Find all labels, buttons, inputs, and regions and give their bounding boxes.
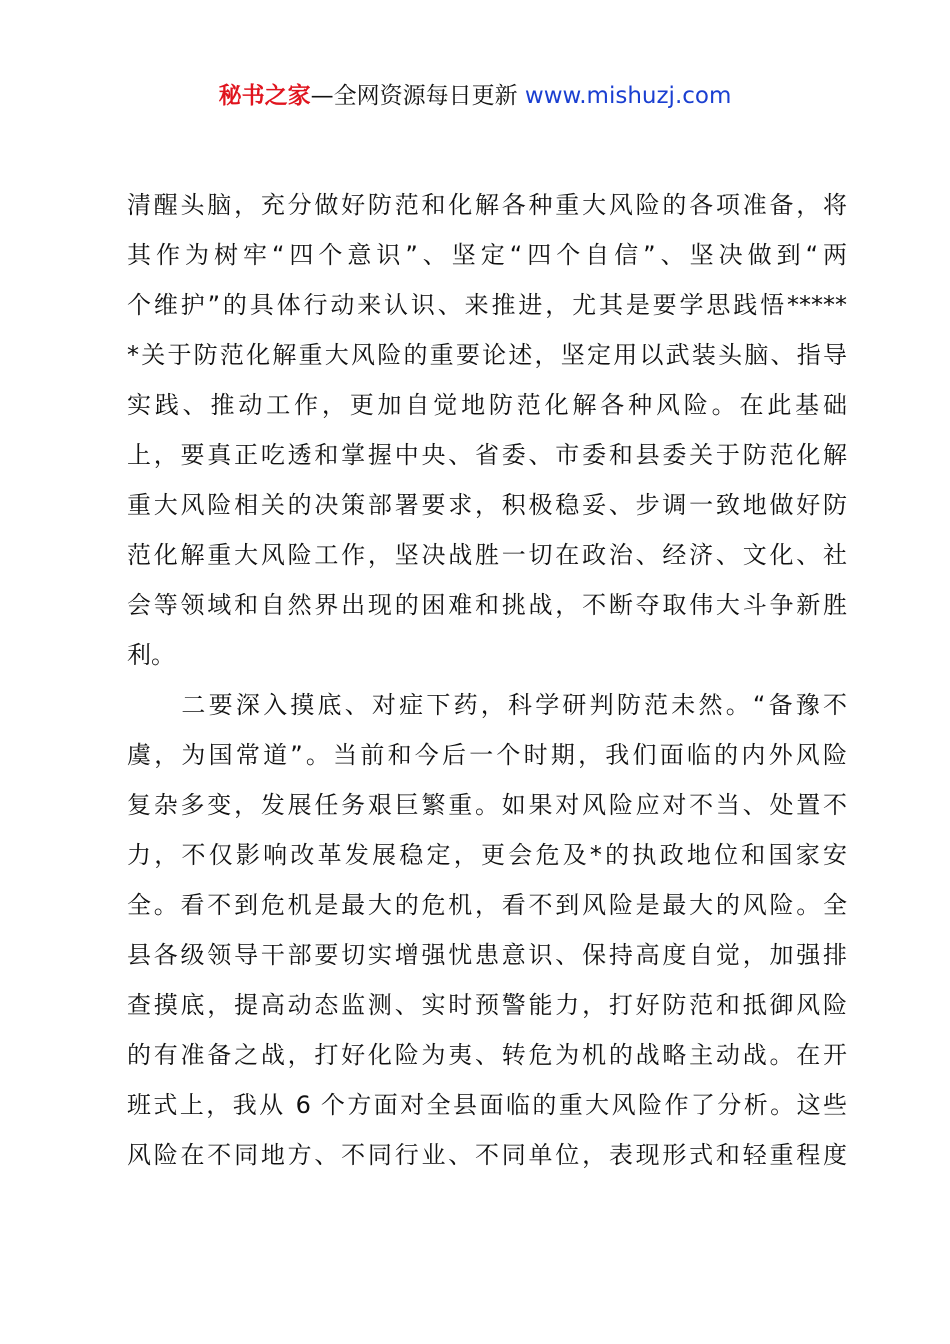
text-line: 上，要真正吃透和掌握中央、省委、市委和县委关于防范化解 bbox=[127, 441, 847, 469]
text-line: 查摸底，提高动态监测、实时预警能力，打好防范和抵御风险 bbox=[127, 991, 847, 1019]
text-line: 风险在不同地方、不同行业、不同单位，表现形式和轻重程度 bbox=[127, 1141, 847, 1169]
text-line: 个维护”的具体行动来认识、来推进，尤其是要学思践悟***** bbox=[127, 291, 847, 319]
text-line: 清醒头脑，充分做好防范和化解各种重大风险的各项准备，将 bbox=[127, 191, 847, 219]
text-line: 复杂多变，发展任务艰巨繁重。如果对风险应对不当、处置不 bbox=[127, 791, 847, 819]
document-body bbox=[127, 180, 847, 1180]
paragraph-start-line: 二要深入摸底、对症下药，科学研判防范未然。“备豫不 bbox=[127, 691, 847, 719]
text-line: 班式上，我从 6 个方面对全县面临的重大风险作了分析。这些 bbox=[127, 1091, 847, 1119]
text-line: 利。 bbox=[127, 641, 175, 669]
text-line: 重大风险相关的决策部署要求，积极稳妥、步调一致地做好防 bbox=[127, 491, 847, 519]
brand-name: 秘书之家 bbox=[218, 83, 311, 109]
text-line: *关于防范化解重大风险的重要论述，坚定用以武装头脑、指导 bbox=[127, 341, 847, 369]
text-line: 会等领域和自然界出现的困难和挑战，不断夺取伟大斗争新胜 bbox=[127, 591, 847, 619]
text-line: 县各级领导干部要切实增强忧患意识、保持高度自觉，加强排 bbox=[127, 941, 847, 969]
text-line: 其作为树牢“四个意识”、坚定“四个自信”、坚决做到“两 bbox=[127, 241, 847, 269]
text-line: 范化解重大风险工作，坚决战胜一切在政治、经济、文化、社 bbox=[127, 541, 847, 569]
text-line: 虞，为国常道”。当前和今后一个时期，我们面临的内外风险 bbox=[127, 741, 847, 769]
text-line: 全。看不到危机是最大的危机，看不到风险是最大的风险。全 bbox=[127, 891, 847, 919]
text-line: 力，不仅影响改革发展稳定，更会危及*的执政地位和国家安 bbox=[127, 841, 847, 869]
website-link[interactable]: www.mishuzj.com bbox=[524, 83, 732, 109]
header-tagline: —全网资源每日更新 bbox=[310, 83, 525, 109]
text-line: 的有准备之战，打好化险为夷、转危为机的战略主动战。在开 bbox=[127, 1041, 847, 1069]
text-line: 实践、推动工作，更加自觉地防范化解各种风险。在此基础 bbox=[127, 391, 847, 419]
page-header bbox=[0, 80, 950, 112]
